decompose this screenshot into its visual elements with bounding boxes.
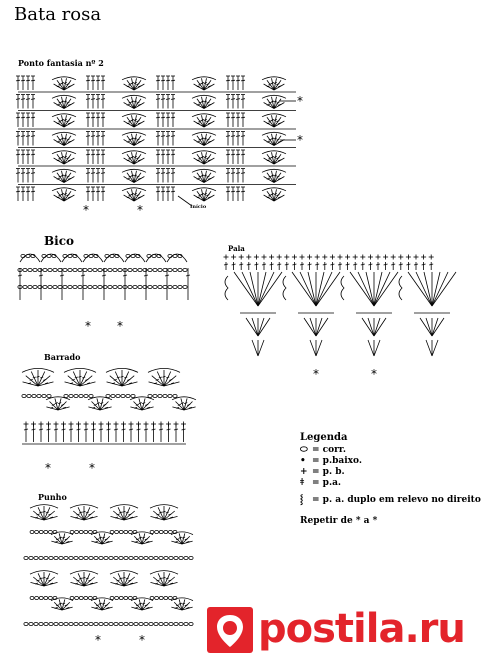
legend-heading: Legenda (300, 432, 348, 443)
legend-item: ǂ = p.a. (300, 478, 342, 488)
label-punho: Punho (38, 492, 67, 502)
repeat-marker: * (89, 461, 95, 475)
repeat-marker: * (83, 203, 89, 217)
pala-chart (224, 255, 457, 357)
repeat-marker: * (85, 319, 91, 333)
legend-item: ⬭ = corr. (300, 445, 346, 455)
legend-item: ⸾ = p. a. duplo em relevo no direito (300, 495, 481, 505)
page-title: Bata rosa (14, 4, 102, 25)
repeat-note: Repetir de * a * (300, 516, 378, 526)
double-crochet-icon: ǂ (300, 478, 305, 488)
single-crochet-icon: + (300, 467, 308, 477)
repeat-marker: * (297, 94, 303, 108)
repeat-marker: * (95, 633, 101, 647)
punho-chart (24, 505, 193, 626)
repeat-marker: * (45, 461, 51, 475)
legend-item: • = p.baixo. (300, 456, 362, 466)
label-barrado: Barrado (44, 352, 81, 362)
repeat-marker: * (137, 203, 143, 217)
legend-item: + = p. b. (300, 467, 345, 477)
repeat-marker: * (313, 367, 319, 381)
watermark-text: postila.ru (258, 606, 465, 652)
legend (300, 432, 481, 527)
slip-stitch-icon: • (300, 456, 306, 466)
repeat-marker: * (371, 367, 377, 381)
label-inicio: Início (190, 204, 207, 210)
repeat-marker: * (297, 133, 303, 147)
label-ponto-fantasia: Ponto fantasia nº 2 (18, 58, 104, 68)
bico-chart (18, 254, 190, 300)
chain-stitch-icon: ⬭ (300, 445, 308, 455)
repeat-markers (45, 94, 377, 647)
repeat-marker: * (139, 633, 145, 647)
ponto-fantasia-chart (16, 76, 296, 206)
front-post-treble-icon: ⸾ (300, 495, 304, 505)
label-pala: Pala (228, 244, 245, 253)
postila-logo-icon (207, 607, 253, 653)
label-bico: Bico (44, 234, 75, 248)
barrado-chart (22, 368, 196, 444)
repeat-marker: * (117, 319, 123, 333)
